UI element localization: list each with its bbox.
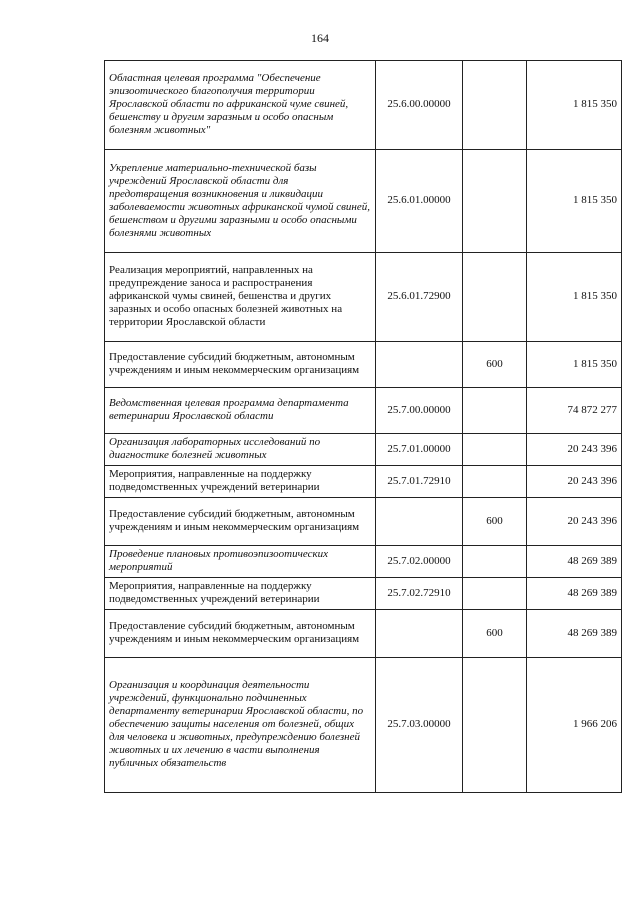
- table-row: [105, 434, 622, 466]
- table-row: [105, 610, 622, 658]
- table-row: [105, 498, 622, 546]
- row-code-cell: 25.7.02.72910: [376, 578, 463, 610]
- table-row: [105, 578, 622, 610]
- row-code-cell: 25.6.01.00000: [376, 150, 463, 253]
- row-name-cell: Предоставление субсидий бюджетным, автономным учреждениям и иным некоммерческим организациям: [105, 498, 376, 546]
- row-expense-type-cell: [463, 434, 527, 466]
- row-amount-cell: 20 243 396: [527, 498, 622, 546]
- row-code-cell: [376, 610, 463, 658]
- row-code-cell: 25.7.03.00000: [376, 658, 463, 793]
- row-amount-cell: 1 815 350: [527, 253, 622, 342]
- row-amount-cell: 48 269 389: [527, 578, 622, 610]
- row-amount-cell: 1 815 350: [527, 342, 622, 388]
- row-code-cell: 25.7.01.00000: [376, 434, 463, 466]
- row-code-cell: 25.7.02.00000: [376, 546, 463, 578]
- row-amount-cell: 1 815 350: [527, 150, 622, 253]
- row-name-cell: Реализация мероприятий, направленных на предупреждение заноса и распространения африканской чумы свиней, бешенства и других заразных и особо опасных болезней животных на территории Ярославской области: [105, 253, 376, 342]
- table-row: [105, 61, 622, 150]
- row-code-cell: [376, 342, 463, 388]
- row-expense-type-cell: [463, 150, 527, 253]
- row-code-cell: [376, 498, 463, 546]
- row-amount-cell: 20 243 396: [527, 434, 622, 466]
- table-row: [105, 342, 622, 388]
- row-expense-type-cell: [463, 578, 527, 610]
- row-code-cell: 25.7.01.72910: [376, 466, 463, 498]
- row-amount-cell: 20 243 396: [527, 466, 622, 498]
- table-row: [105, 150, 622, 253]
- row-code-cell: 25.6.00.00000: [376, 61, 463, 150]
- table-row: [105, 546, 622, 578]
- row-expense-type-cell: [463, 253, 527, 342]
- row-expense-type-cell: 600: [463, 498, 527, 546]
- row-expense-type-cell: [463, 658, 527, 793]
- table-row: [105, 253, 622, 342]
- table-row: [105, 658, 622, 793]
- row-code-cell: 25.6.01.72900: [376, 253, 463, 342]
- row-name-cell: Предоставление субсидий бюджетным, автономным учреждениям и иным некоммерческим организациям: [105, 342, 376, 388]
- row-expense-type-cell: 600: [463, 610, 527, 658]
- row-expense-type-cell: 600: [463, 342, 527, 388]
- row-name-cell: Укрепление материально-технической базы учреждений Ярославской области для предотвращения возникновения и ликвидации заболеваемости животных африканской чумой свиней, бешенством и другими заразными и особо опасными болезнями животных: [105, 150, 376, 253]
- row-code-cell: 25.7.00.00000: [376, 388, 463, 434]
- row-amount-cell: 48 269 389: [527, 546, 622, 578]
- row-amount-cell: 74 872 277: [527, 388, 622, 434]
- row-name-cell: Предоставление субсидий бюджетным, автономным учреждениям и иным некоммерческим организациям: [105, 610, 376, 658]
- row-expense-type-cell: [463, 388, 527, 434]
- row-name-cell: Проведение плановых противоэпизоотических мероприятий: [105, 546, 376, 578]
- row-name-cell: Областная целевая программа "Обеспечение эпизоотического благополучия территории Ярославской области по африканской чуме свиней, бешенству и другим заразным и особо опасным болезням животных": [105, 61, 376, 150]
- row-name-cell: Мероприятия, направленные на поддержку подведомственных учреждений ветеринарии: [105, 578, 376, 610]
- page-number: 164: [311, 31, 329, 45]
- row-name-cell: Ведомственная целевая программа департамента ветеринарии Ярославской области: [105, 388, 376, 434]
- row-name-cell: Организация лабораторных исследований по диагностике болезней животных: [105, 434, 376, 466]
- row-expense-type-cell: [463, 466, 527, 498]
- row-amount-cell: 48 269 389: [527, 610, 622, 658]
- row-amount-cell: 1 815 350: [527, 61, 622, 150]
- row-name-cell: Организация и координация деятельности учреждений, функционально подчиненных департаменту ветеринарии Ярославской области, по обеспечению защиты населения от болезней, общих для человека и животных, предупреждению болезней животных и их лечению в части выполнения публичных обязательств: [105, 658, 376, 793]
- row-expense-type-cell: [463, 546, 527, 578]
- row-name-cell: Мероприятия, направленные на поддержку подведомственных учреждений ветеринарии: [105, 466, 376, 498]
- table-row: [105, 388, 622, 434]
- row-amount-cell: 1 966 206: [527, 658, 622, 793]
- table-row: [105, 466, 622, 498]
- row-expense-type-cell: [463, 61, 527, 150]
- budget-table: [104, 60, 622, 793]
